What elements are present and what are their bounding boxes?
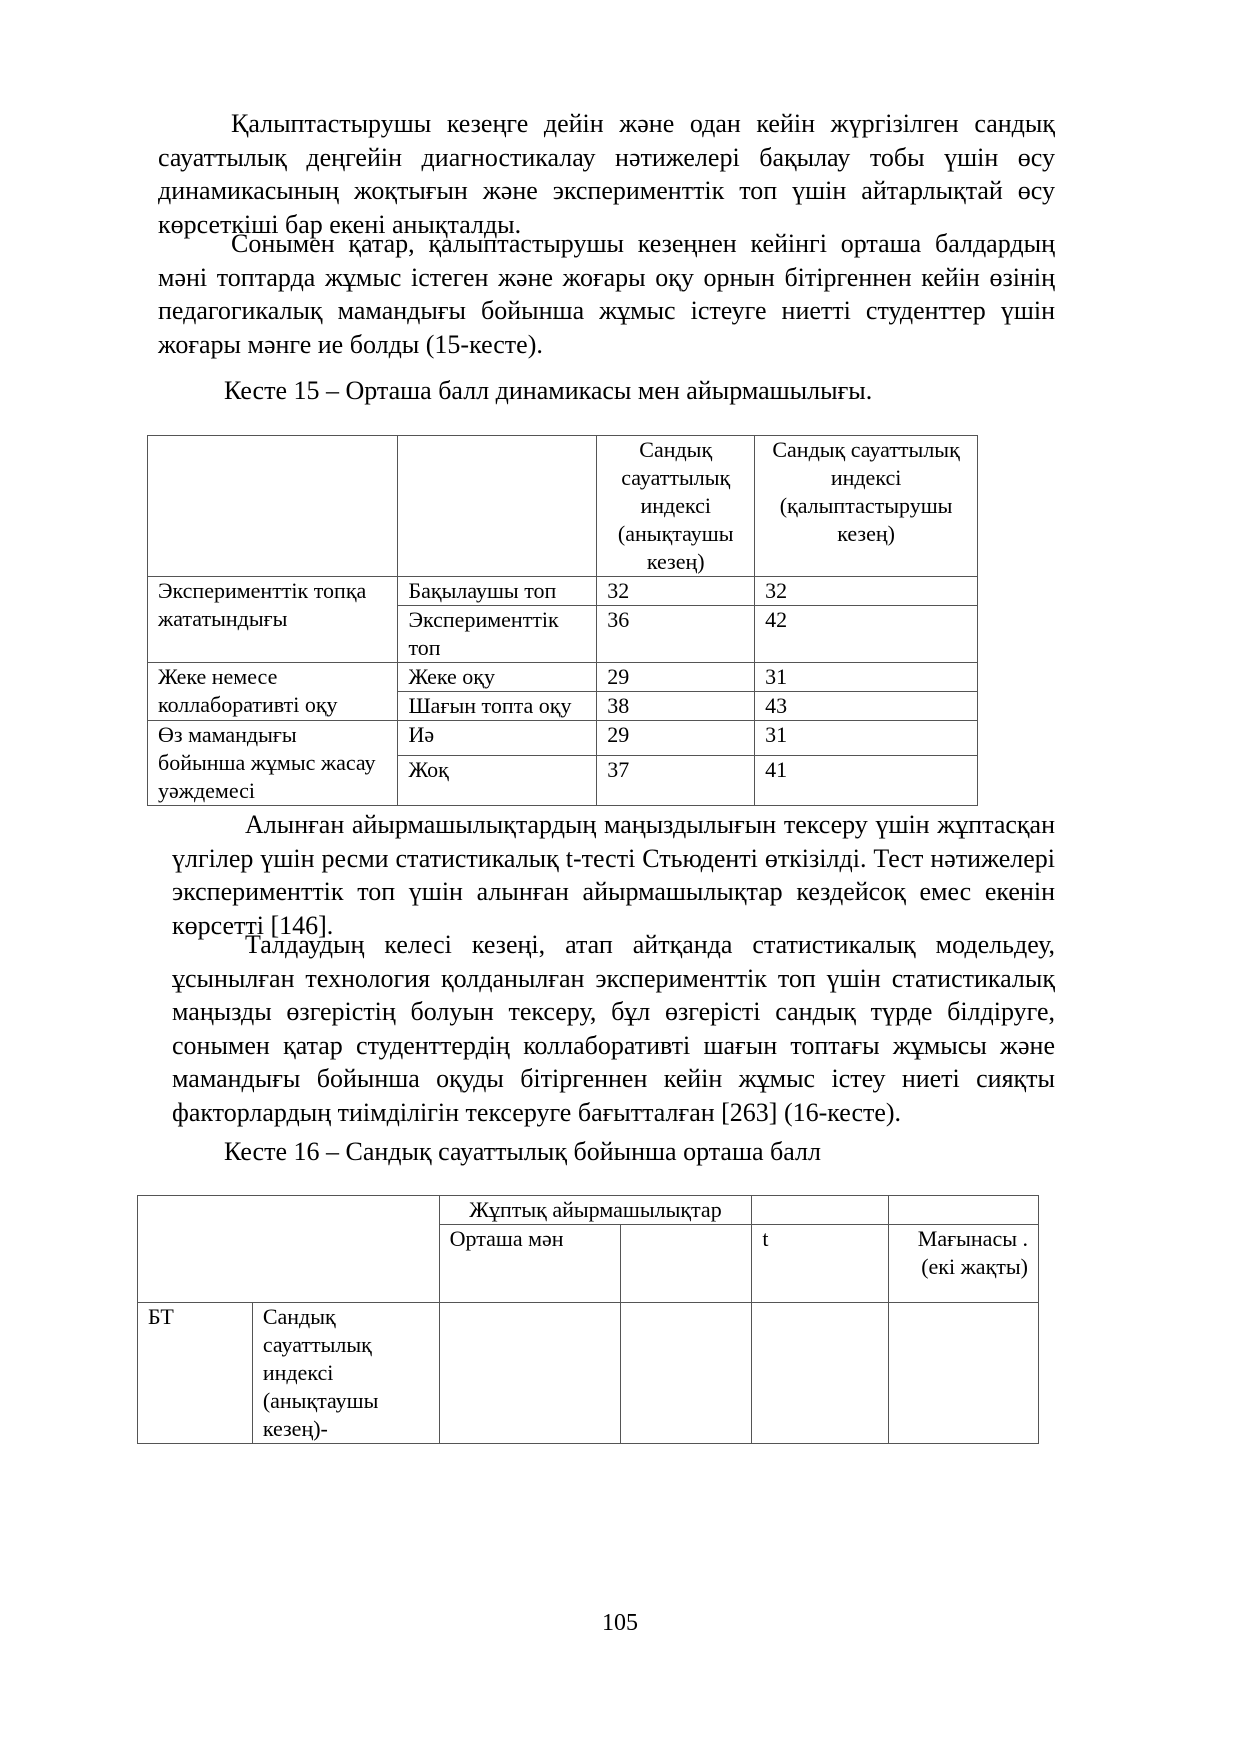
value-cell: 41 [755, 756, 978, 806]
header-t: t [752, 1225, 889, 1303]
value-cell: 31 [755, 721, 978, 756]
table-row [148, 577, 978, 606]
table-16-caption: Кесте 16 – Сандық сауаттылық бойынша орташа балл [224, 1137, 821, 1166]
value-cell: 43 [755, 692, 978, 721]
value-cell: 38 [597, 692, 755, 721]
table-row [138, 1303, 1039, 1444]
sub-label: Шағын топта оқу [398, 692, 597, 721]
value-cell: 32 [755, 577, 978, 606]
paragraph-3: Алынған айырмашылықтардың маңыздылығын тексеру үшін жұптасқан үлгілер үшін ресми статистикалық t-тесті Стьюденті өткізілді. Тест нәтижелері эксперименттік топ үшін алынған айырмашылықтар кездейсоқ емес екенін көрсетті [146]. [172, 810, 1055, 940]
group-label: Жеке немесе коллаборативті оқу [148, 663, 398, 721]
sub-label: Бақылаушы топ [398, 577, 597, 606]
paragraph-4: Талдаудың келесі кезеңі, атап айтқанда статистикалық модельдеу, ұсынылған технология қолданылған эксперименттік топ үшін статистикалық маңызды өзгерістің болуын тексеру, бұл өзгерісті сандық түрде білдіруге, сонымен қатар студенттердің коллаборативті шағын топтағы жұмысы және мамандығы бойынша оқуды бітіргеннен кейін жұмыс істеу ниеті сияқты факторлардың тиімділігін тексеруге бағытталған [263] (16-кесте). [172, 930, 1055, 1127]
group-label: Эксперименттік топқа жататындығы [148, 577, 398, 663]
group-cell: БТ [138, 1303, 253, 1444]
value-cell: 36 [597, 606, 755, 663]
value-cell: 32 [597, 577, 755, 606]
value-cell [620, 1303, 752, 1444]
header-mean: Орташа мән [439, 1225, 620, 1303]
value-cell [752, 1303, 889, 1444]
header-cell-index-diagnostic: Сандық сауаттылық индексі (анықтаушы кезең) [597, 436, 755, 577]
group-label: Өз мамандығы бойынша жұмыс жасау уәждемесі [148, 721, 398, 806]
header-blank-cell [752, 1196, 889, 1225]
sub-label: Жоқ [398, 756, 597, 806]
table-16 [137, 1195, 1039, 1444]
paragraph-2: Сонымен қатар, қалыптастырушы кезеңнен кейінгі орташа балдардың мәні топтарда жұмыс істеген және жоғары оқу орнын бітіргеннен кейін өзінің педагогикалық мамандығы бойынша жұмыс істеуге ниетті студенттер үшін жоғары мәнге ие болды (15-кесте). [158, 229, 1055, 359]
label-cell: Сандық сауаттылық индексі (анықтаушы кезең)- [252, 1303, 439, 1444]
header-cell-index-formative: Сандық сауаттылық индексі (қалыптастырушы кезең) [755, 436, 978, 577]
paragraph-1: Қалыптастырушы кезеңге дейін және одан кейін жүргізілген сандық сауаттылық деңгейін диагностикалау нәтижелері бақылау тобы үшін өсу динамикасының жоқтығын және эксперименттік топ үшін айтарлықтай өсу көрсеткіші бар екені анықталды. [158, 109, 1055, 239]
table-16-header-row-1 [138, 1196, 1039, 1225]
header-paired-differences: Жұптық айырмашылықтар [439, 1196, 752, 1225]
header-cell [398, 436, 597, 577]
value-cell: 29 [597, 663, 755, 692]
value-cell: 31 [755, 663, 978, 692]
sub-label: Иә [398, 721, 597, 756]
header-cell [148, 436, 398, 577]
header-significance: Мағынасы . (екі жақты) [889, 1225, 1039, 1303]
header-blank-cell [889, 1196, 1039, 1225]
value-cell: 42 [755, 606, 978, 663]
table-row [148, 663, 978, 692]
table-15 [147, 435, 978, 806]
header-blank-cell [620, 1225, 752, 1303]
page-number: 105 [602, 1610, 638, 1636]
value-cell [439, 1303, 620, 1444]
table-15-caption: Кесте 15 – Орташа балл динамикасы мен айырмашылығы. [224, 376, 873, 405]
value-cell: 37 [597, 756, 755, 806]
value-cell: 29 [597, 721, 755, 756]
value-cell [889, 1303, 1039, 1444]
table-15-header-row [148, 436, 978, 577]
sub-label: Жеке оқу [398, 663, 597, 692]
table-row [148, 721, 978, 756]
header-blank-cell [138, 1196, 440, 1303]
sub-label: Эксперименттік топ [398, 606, 597, 663]
